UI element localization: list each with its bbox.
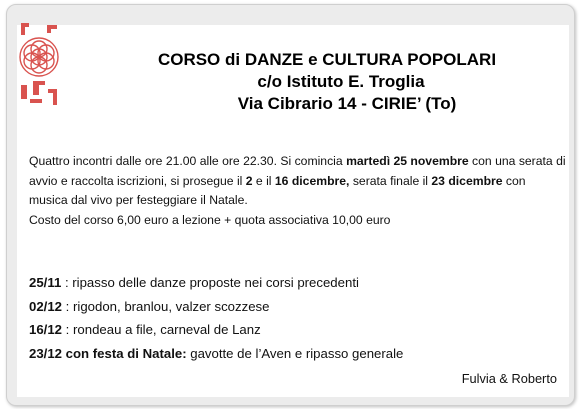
list-item — [29, 318, 549, 342]
venue-name: c/o Istituto E. Troglia — [257, 72, 425, 91]
intro-text: con musica dal vivo per festeggiare il Natale. — [29, 173, 526, 208]
intro-text: serata finale il — [349, 173, 432, 188]
document-frame — [6, 4, 575, 406]
list-item — [29, 271, 549, 295]
course-description — [29, 152, 567, 230]
program-text: : rigodon, branlou, valzer scozzese — [62, 298, 270, 314]
program-date: 02/12 — [29, 298, 63, 314]
program-text: : ripasso delle danze proposte nei corsi precedenti — [61, 275, 359, 290]
list-item — [29, 342, 549, 366]
second-date: 2 — [245, 173, 253, 188]
intro-text: con una serata di avvio e raccolta iscrizioni, si prosegue il — [29, 154, 566, 188]
course-cost: Costo del corso 6,00 euro a lezione + quota associativa 10,00 euro — [29, 212, 391, 227]
list-item — [29, 295, 549, 319]
venue-address: Via Cibrario 14 - CIRIE’ (To) — [237, 94, 457, 113]
final-date: 23 dicembre — [431, 173, 503, 188]
intro-text: e il — [252, 173, 275, 188]
program-text: : rondeau a file, carneval de Lanz — [62, 322, 261, 338]
start-date: martedì 25 novembre — [346, 154, 469, 168]
program-list — [29, 271, 549, 365]
third-date: 16 dicembre, — [274, 173, 350, 188]
course-header — [157, 49, 497, 115]
intro-text: Quattro incontri dalle ore 21.00 alle ore 22.30. Si comincia — [29, 154, 347, 168]
flower-of-life-icon — [17, 19, 61, 109]
program-date: 23/12 con festa di Natale: — [29, 345, 187, 361]
program-text: gavotte de l’Aven e ripasso generale — [186, 345, 404, 361]
program-date: 16/12 — [29, 322, 63, 338]
program-date: 25/11 — [29, 275, 62, 290]
signature: Fulvia & Roberto — [461, 371, 557, 386]
course-title: CORSO di DANZE e CULTURA POPOLARI — [157, 50, 497, 69]
